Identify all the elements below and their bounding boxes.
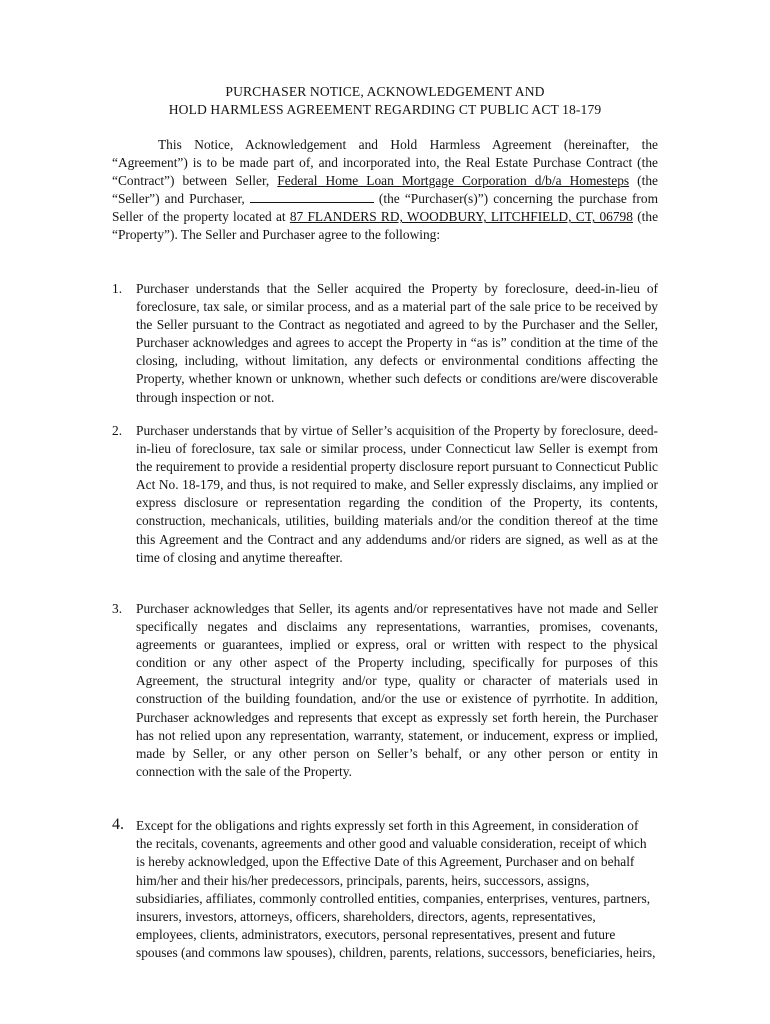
document-title-line-2: HOLD HARMLESS AGREEMENT REGARDING CT PUBLIC ACT 18-179 — [168, 102, 602, 117]
intro-text-4: (the “Property”). The Seller and Purchaser agree to the following: — [112, 209, 659, 243]
list-item — [112, 600, 658, 781]
item-text: Except for the obligations and rights expressly set forth in this Agreement, in consideration of the recitals, covenants, agreements and other good and valuable consideration, receipt of which is hereby acknowledged, upon the Effective Date of this Agreement, Purchaser and on behalf him/her and their his/her predecessors, principals, parents, heirs, successors, assigns, subsidiaries, affiliates, commonly controlled entities, companies, enterprises, ventures, partners, insurers, investors, attorneys, officers, shareholders, directors, agents, representatives, employees, clients, administrators, executors, personal representatives, present and future spouses (and commons law spouses), children, parents, relations, successors, beneficiaries, heirs, — [136, 818, 656, 961]
item-text: Purchaser acknowledges that Seller, its agents and/or representatives have not made and Seller specifically negates and disclaims any representations, warranties, promises, covenants, agreements or guarantees, implied or express, oral or written with respect to the physical condition or any other aspect of the Property including, specifically for purposes of this Agreement, the structural integrity and/or type, quality or character of materials used in construction of the building foundation, and/or the use or existence of pyrrhotite. In addition, Purchaser acknowledges and represents that except as expressly set forth herein, the Purchaser has not relied upon any representation, warranty, statement, or inducement, express or implied, made by Seller, or any other person on Seller’s behalf, or any other person or entity in connection with the sale of the Property. — [136, 601, 658, 779]
intro-paragraph — [112, 136, 658, 245]
list-item — [112, 817, 658, 963]
seller-name: Federal Home Loan Mortgage Corporation d/b/a Homesteps — [277, 173, 630, 189]
document-title-line-1: PURCHASER NOTICE, ACKNOWLEDGEMENT AND — [225, 84, 545, 99]
item-text: Purchaser understands that the Seller acquired the Property by foreclosure, deed-in-lieu of foreclosure, tax sale, or similar process, and as a material part of the sale price to be received by the Seller pursuant to the Contract as negotiated and agreed to by the Purchaser and the Seller, Purchaser acknowledges and agrees to accept the Property in “as is” condition at the time of the closing, including, without limitation, any defects or environmental conditions affecting the Property, whether known or unknown, whether such defects or conditions are/were discoverable through inspection or not. — [136, 281, 658, 405]
list-item — [112, 422, 658, 567]
item-number: 3. — [112, 601, 123, 616]
item-text: Purchaser understands that by virtue of Seller’s acquisition of the Property by foreclosure, deed-in-lieu of foreclosure, tax sale or similar process, under Connecticut law Seller is exempt from the requirement to provide a residential property disclosure report pursuant to Connecticut Public Act No. 18-179, and thus, is not required to make, and Seller expressly disclaims, any implied or express disclosure or representation regarding the condition of the Property, its contents, construction, mechanicals, utilities, building materials and/or the condition thereof at the time this Agreement and the Contract and any addendums and/or riders are signed, as well as at the time of closing and anytime thereafter. — [136, 423, 658, 565]
intro-text-3: (the “Purchaser(s)”) concerning the purchase from Seller of the property located at — [112, 191, 658, 225]
intro-text-2: (the “Seller”) and Purchaser, — [112, 173, 658, 207]
purchaser-name-blank[interactable] — [250, 191, 374, 203]
item-number: 1. — [112, 281, 123, 296]
property-address: 87 FLANDERS RD, WOODBURY, LITCHFIELD, CT, 06798 — [289, 209, 633, 225]
list-item — [112, 280, 658, 407]
intro-text-1: This Notice, Acknowledgement and Hold Harmless Agreement (hereinafter, the “Agreement”) is to be made part of, and incorporated into, the Real Estate Purchase Contract (the “Contract”) between Seller, — [112, 137, 658, 189]
item-number: 2. — [112, 423, 123, 438]
item-number: 4. — [112, 816, 124, 833]
